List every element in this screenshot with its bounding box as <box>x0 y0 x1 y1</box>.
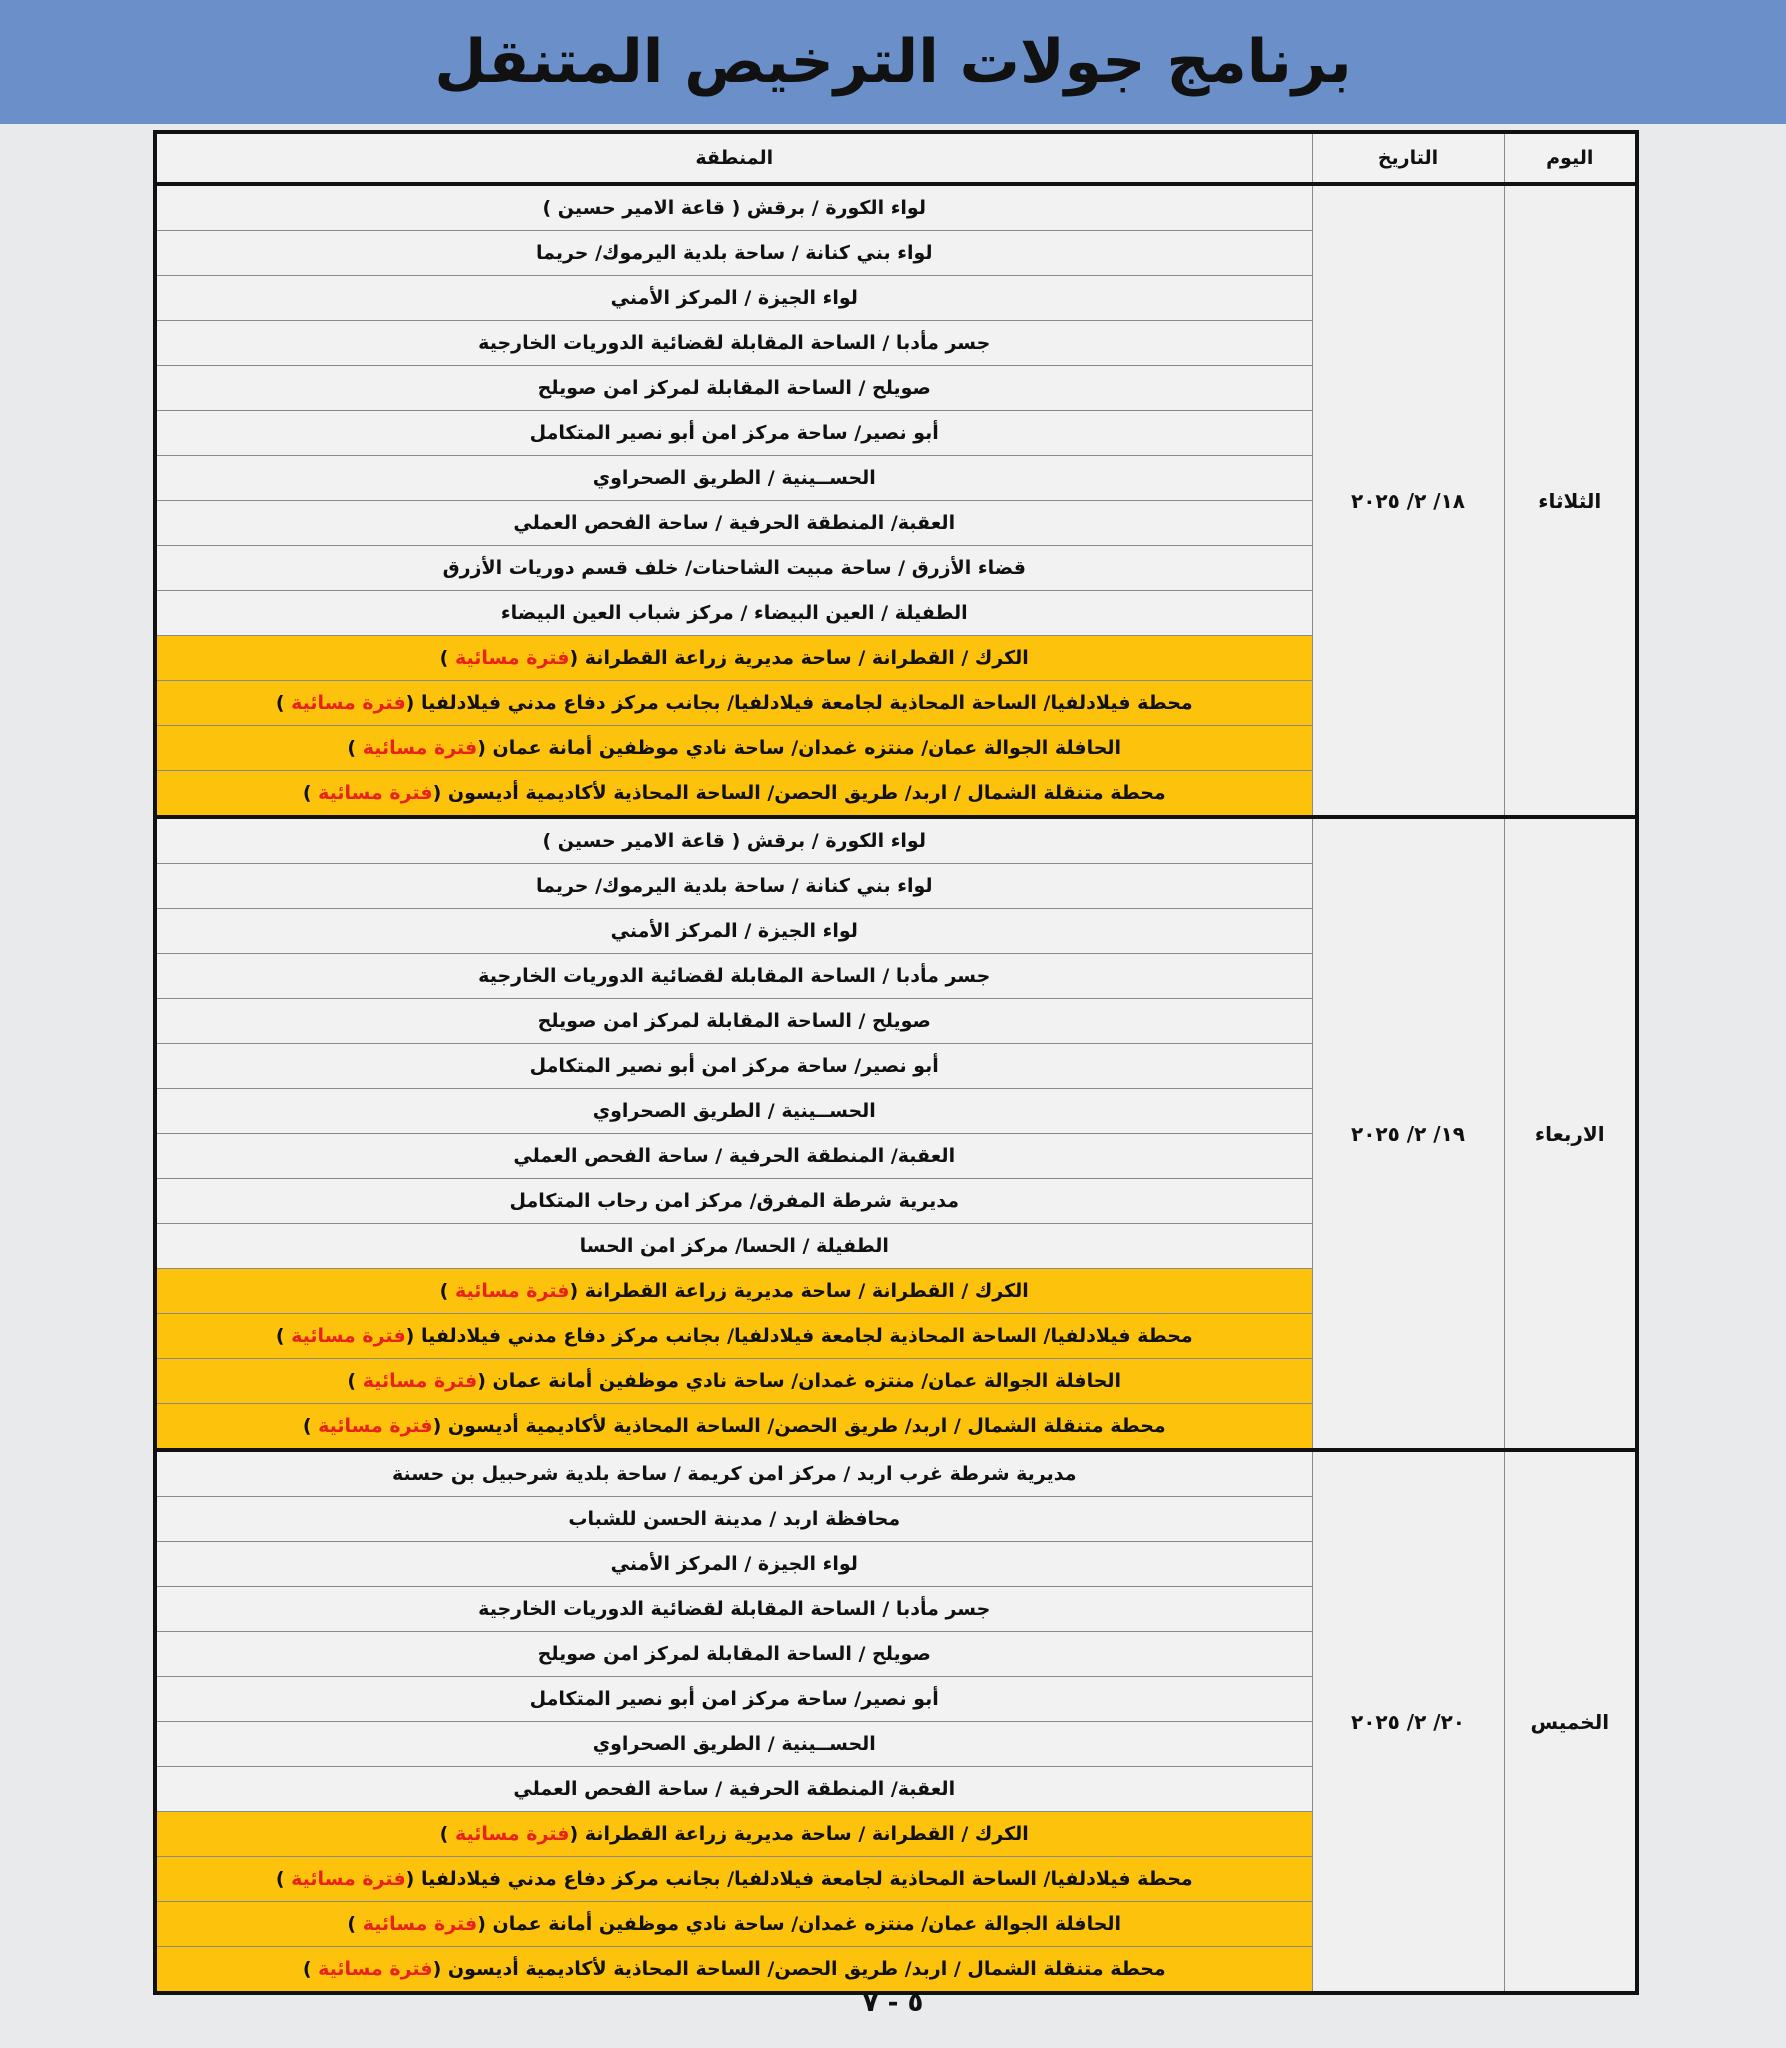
area-text: قضاء الأزرق / ساحة مبيت الشاحنات/ خلف قسم دوريات الأزرق <box>442 557 1026 579</box>
area-cell <box>155 954 1312 999</box>
area-cell <box>155 1179 1312 1224</box>
evening-tag: فترة مسائية <box>318 782 433 804</box>
area-text: لواء الكورة / برقش ( قاعة الامير حسين ) <box>542 830 926 852</box>
area-cell <box>155 1450 1312 1497</box>
area-cell <box>155 1089 1312 1134</box>
area-text-close: ) <box>439 1823 455 1845</box>
area-cell <box>155 1902 1312 1947</box>
area-text-close: ) <box>275 692 292 714</box>
area-text: مديرية شرطة المفرق/ مركز امن رحاب المتكامل <box>509 1190 959 1212</box>
area-text: الكرك / القطرانة / ساحة مديرية زراعة القطرانة ( <box>569 1280 1029 1302</box>
evening-tag: فترة مسائية <box>362 737 478 759</box>
day-group <box>155 817 1637 1450</box>
area-text-close: ) <box>439 647 455 669</box>
area-cell <box>155 1587 1312 1632</box>
area-text: صويلح / الساحة المقابلة لمركز امن صويلح <box>537 1010 931 1032</box>
evening-tag: فترة مسائية <box>454 1280 570 1302</box>
area-cell <box>155 321 1312 366</box>
date-cell: ١٩/ ٢/ ٢٠٢٥ <box>1312 817 1504 1450</box>
area-cell <box>155 456 1312 501</box>
area-cell <box>155 1542 1312 1587</box>
area-text-close: ) <box>275 1868 292 1890</box>
header-row <box>155 132 1637 184</box>
evening-tag: فترة مسائية <box>318 1415 433 1437</box>
area-text: محطة متنقلة الشمال / اربد/ طريق الحصن/ الساحة المحاذية لأكاديمية أديسون ( <box>432 782 1166 804</box>
area-cell <box>155 636 1312 681</box>
header-area: المنطقة <box>155 132 1312 184</box>
area-text-close: ) <box>302 782 319 804</box>
evening-tag: فترة مسائية <box>362 1913 478 1935</box>
area-text: الحســينية / الطريق الصحراوي <box>592 1100 876 1122</box>
area-text: محطة فيلادلفيا/ الساحة المحاذية لجامعة فيلادلفيا/ بجانب مركز دفاع مدني فيلادلفيا ( <box>405 1325 1193 1347</box>
table-row <box>155 1450 1637 1497</box>
area-cell <box>155 1224 1312 1269</box>
area-text: محطة فيلادلفيا/ الساحة المحاذية لجامعة فيلادلفيا/ بجانب مركز دفاع مدني فيلادلفيا ( <box>405 692 1193 714</box>
area-text-close: ) <box>439 1280 455 1302</box>
area-text: العقبة/ المنطقة الحرفية / ساحة الفحص العملي <box>513 1145 956 1167</box>
area-cell <box>155 1044 1312 1089</box>
area-text: صويلح / الساحة المقابلة لمركز امن صويلح <box>537 377 931 399</box>
area-text-close: ) <box>302 1958 319 1980</box>
area-cell <box>155 501 1312 546</box>
area-text: جسر مأدبا / الساحة المقابلة لقضائية الدوريات الخارجية <box>478 1598 991 1620</box>
date-cell: ٢٠/ ٢/ ٢٠٢٥ <box>1312 1450 1504 1993</box>
area-cell <box>155 366 1312 411</box>
area-cell <box>155 546 1312 591</box>
area-cell <box>155 864 1312 909</box>
area-cell <box>155 681 1312 726</box>
area-text: الحســينية / الطريق الصحراوي <box>592 1733 876 1755</box>
evening-tag: فترة مسائية <box>318 1958 433 1980</box>
evening-tag: فترة مسائية <box>454 647 570 669</box>
date-cell: ١٨/ ٢/ ٢٠٢٥ <box>1312 184 1504 817</box>
area-text-close: ) <box>347 1370 363 1392</box>
area-text: جسر مأدبا / الساحة المقابلة لقضائية الدوريات الخارجية <box>478 965 991 987</box>
area-text: جسر مأدبا / الساحة المقابلة لقضائية الدوريات الخارجية <box>478 332 991 354</box>
area-text: محطة متنقلة الشمال / اربد/ طريق الحصن/ الساحة المحاذية لأكاديمية أديسون ( <box>432 1958 1166 1980</box>
evening-tag: فترة مسائية <box>291 1325 406 1347</box>
title-banner <box>0 0 1786 124</box>
area-text: الكرك / القطرانة / ساحة مديرية زراعة القطرانة ( <box>569 647 1029 669</box>
area-text: الحافلة الجوالة عمان/ منتزه غمدان/ ساحة نادي موظفين أمانة عمان ( <box>477 1370 1122 1392</box>
area-cell <box>155 1404 1312 1451</box>
header-date: التاريخ <box>1312 132 1504 184</box>
area-text: الحســينية / الطريق الصحراوي <box>592 467 876 489</box>
area-text: لواء الجيزة / المركز الأمني <box>610 1553 858 1575</box>
day-cell: الخميس <box>1504 1450 1637 1993</box>
area-text: أبو نصير/ ساحة مركز امن أبو نصير المتكامل <box>529 422 939 444</box>
area-text: لواء بني كنانة / ساحة بلدية اليرموك/ حريما <box>535 242 933 264</box>
area-cell <box>155 1857 1312 1902</box>
area-text: لواء الكورة / برقش ( قاعة الامير حسين ) <box>542 197 926 219</box>
area-cell <box>155 1812 1312 1857</box>
area-cell <box>155 999 1312 1044</box>
area-cell <box>155 1314 1312 1359</box>
area-text: الحافلة الجوالة عمان/ منتزه غمدان/ ساحة نادي موظفين أمانة عمان ( <box>477 737 1122 759</box>
area-cell <box>155 1632 1312 1677</box>
area-text: العقبة/ المنطقة الحرفية / ساحة الفحص العملي <box>513 1778 956 1800</box>
table-row <box>155 184 1637 231</box>
area-text: محافظة اربد / مدينة الحسن للشباب <box>568 1508 901 1530</box>
area-text: مديرية شرطة غرب اربد / مركز امن كريمة / ساحة بلدية شرحبيل بن حسنة <box>392 1463 1077 1485</box>
area-text: العقبة/ المنطقة الحرفية / ساحة الفحص العملي <box>513 512 956 534</box>
area-text: لواء بني كنانة / ساحة بلدية اليرموك/ حريما <box>535 875 933 897</box>
area-cell <box>155 411 1312 456</box>
evening-tag: فترة مسائية <box>362 1370 478 1392</box>
page-number: ٥ - ٧ <box>862 1988 924 2018</box>
area-cell <box>155 909 1312 954</box>
area-cell <box>155 1767 1312 1812</box>
evening-tag: فترة مسائية <box>291 1868 406 1890</box>
area-text-close: ) <box>302 1415 319 1437</box>
area-cell <box>155 1134 1312 1179</box>
day-cell: الثلاثاء <box>1504 184 1637 817</box>
evening-tag: فترة مسائية <box>454 1823 570 1845</box>
area-text: الكرك / القطرانة / ساحة مديرية زراعة القطرانة ( <box>569 1823 1029 1845</box>
area-text: محطة متنقلة الشمال / اربد/ طريق الحصن/ الساحة المحاذية لأكاديمية أديسون ( <box>432 1415 1166 1437</box>
area-text: الحافلة الجوالة عمان/ منتزه غمدان/ ساحة نادي موظفين أمانة عمان ( <box>477 1913 1122 1935</box>
day-group <box>155 1450 1637 1993</box>
area-cell <box>155 726 1312 771</box>
schedule-table <box>153 130 1639 1995</box>
area-cell <box>155 771 1312 818</box>
area-text-close: ) <box>347 737 363 759</box>
area-cell <box>155 1677 1312 1722</box>
area-cell <box>155 1722 1312 1767</box>
area-text: صويلح / الساحة المقابلة لمركز امن صويلح <box>537 1643 931 1665</box>
area-text: لواء الجيزة / المركز الأمني <box>610 287 858 309</box>
area-text: أبو نصير/ ساحة مركز امن أبو نصير المتكامل <box>529 1055 939 1077</box>
area-text: محطة فيلادلفيا/ الساحة المحاذية لجامعة فيلادلفيا/ بجانب مركز دفاع مدني فيلادلفيا ( <box>405 1868 1193 1890</box>
area-cell <box>155 276 1312 321</box>
area-cell <box>155 1497 1312 1542</box>
area-cell <box>155 231 1312 276</box>
area-cell <box>155 1947 1312 1994</box>
area-cell <box>155 591 1312 636</box>
header-day: اليوم <box>1504 132 1637 184</box>
area-text-close: ) <box>347 1913 363 1935</box>
page-title: برنامج جولات الترخيص المتنقل <box>434 27 1352 97</box>
day-group <box>155 184 1637 817</box>
evening-tag: فترة مسائية <box>291 692 406 714</box>
area-text: الطفيلة / العين البيضاء / مركز شباب العين البيضاء <box>500 602 968 624</box>
day-cell: الاربعاء <box>1504 817 1637 1450</box>
area-cell <box>155 1359 1312 1404</box>
table-row <box>155 817 1637 864</box>
area-text-close: ) <box>275 1325 292 1347</box>
area-cell <box>155 817 1312 864</box>
area-cell <box>155 1269 1312 1314</box>
area-cell <box>155 184 1312 231</box>
area-text: أبو نصير/ ساحة مركز امن أبو نصير المتكامل <box>529 1688 939 1710</box>
area-text: الطفيلة / الحسا/ مركز امن الحسا <box>579 1235 889 1257</box>
area-text: لواء الجيزة / المركز الأمني <box>610 920 858 942</box>
